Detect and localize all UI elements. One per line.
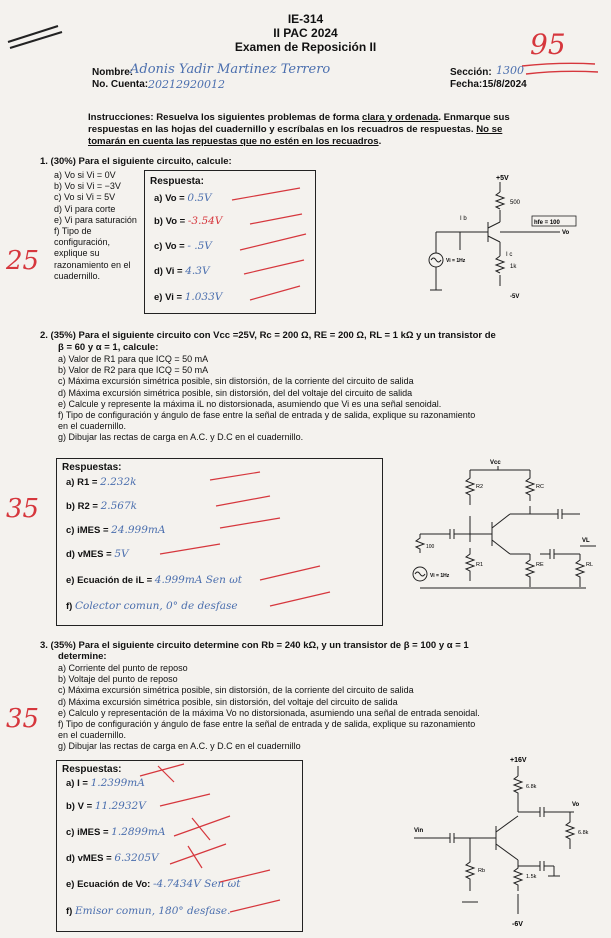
svg-text:RL: RL bbox=[586, 562, 594, 568]
q3-title-2: determine: bbox=[58, 651, 107, 662]
svg-text:1k: 1k bbox=[510, 264, 517, 270]
svg-text:Vo: Vo bbox=[572, 802, 580, 808]
name-value: Adonis Yadir Martinez Terrero bbox=[130, 62, 331, 77]
q1-answer-d: d) Vi = 4.3V bbox=[154, 265, 210, 277]
q3-items: a) Corriente del punto de reposo b) Voltaje del punto de reposo c) Máxima excursión simétrica posible, sin distorsión, de la corriente del circuito de salida d) Máxima excursión simétrica posible, sin distorsión, del voltaje del circuito de salida e) Calculo y representación de la máxima Vo no distorsionada, asumiendo una señal de entrada senoidal. f) Tipo de configuración y ángulo de fase entre la señal de entrada y de salida, explique su razonamiento en el cuadernillo. g) Dibujar las rectas de carga en A.C. y D.C en el cuadernillo bbox=[58, 663, 480, 752]
q3-answer-b: b) V = 11.2932V bbox=[66, 800, 146, 812]
q2-answer-f: f) Colector comun, 0° de desfase bbox=[66, 600, 238, 612]
exam-period: II PAC 2024 bbox=[273, 26, 338, 40]
svg-text:I c: I c bbox=[506, 252, 513, 258]
q1-answer-c: c) Vo = - .5V bbox=[154, 240, 212, 252]
q2-items: a) Valor de R1 para que ICQ = 50 mA b) Valor de R2 para que ICQ = 50 mA c) Máxima excursión simétrica posible, sin distorsión, de la corriente del circuito de salida d) Máxima excursión simétrica posible, sin distorsión, del del voltaje del circuito de salida e) Calcule y represente la máxima iL no distorsionada, asumiendo que Vi es una señal senoidal. f) Tipo de configuración y ángulo de fase entre la señal de entrada y de salida, explique su razonamiento en el cuadernillo. g) Dibujar las rectas de carga en A.C. y D.C en el cuadernillo. bbox=[58, 354, 476, 443]
svg-text:Vcc: Vcc bbox=[490, 460, 501, 466]
svg-text:-5V: -5V bbox=[510, 294, 520, 300]
q1-vcc: +5V bbox=[496, 175, 509, 182]
svg-text:hfe = 100: hfe = 100 bbox=[534, 220, 560, 226]
q2-answer-a: a) R1 = 2.232k bbox=[66, 476, 137, 488]
q3-answer-c: c) iMES = 1.2899mA bbox=[66, 826, 166, 838]
svg-text:500: 500 bbox=[510, 200, 521, 206]
account-value: 20212920012 bbox=[148, 78, 225, 91]
q2-title-2: β = 60 y α = 1, calcule: bbox=[58, 342, 159, 353]
q3-grade: 35 bbox=[6, 704, 40, 734]
instructions: Instrucciones: Resuelva los siguientes problemas de forma clara y ordenada. Enmarque sus respuestas en las hojas del cuadernillo y escríbalas en los recuadros de respuestas. No se tomarán en cuenta las repuestas que no estén en los recuadros. bbox=[88, 112, 510, 147]
q3-resp-label: Respuestas: bbox=[62, 764, 122, 775]
q3-answer-d: d) vMES = 6.3205V bbox=[66, 852, 159, 864]
q2-answer-b: b) R2 = 2.567k bbox=[66, 500, 137, 512]
q2-title: 2. (35%) Para el siguiente circuito con Vcc =25V, Rc = 200 Ω, RE = 200 Ω, RL = 1 kΩ y un transistor de bbox=[40, 330, 496, 341]
svg-text:RC: RC bbox=[536, 484, 544, 490]
q1-grade: 25 bbox=[6, 246, 40, 276]
q2-answer-c: c) iMES = 24.999mA bbox=[66, 524, 166, 536]
date-label: Fecha:15/8/2024 bbox=[450, 79, 527, 90]
svg-text:RE: RE bbox=[536, 562, 544, 568]
svg-text:Vin: Vin bbox=[414, 828, 424, 834]
q1-items: a) Vo si Vi = 0V b) Vo si Vi = −3V c) Vo si Vi = 5V d) Vi para corte e) Vi para saturación f) Tipo de configuración, explique su razonamiento en el cuadernillo. bbox=[54, 170, 137, 281]
svg-text:R2: R2 bbox=[476, 484, 484, 490]
svg-text:100: 100 bbox=[426, 544, 435, 550]
course-code: IE-314 bbox=[287, 12, 324, 26]
exam-title: Examen de Reposición II bbox=[234, 40, 377, 54]
svg-text:Rb: Rb bbox=[478, 868, 486, 874]
q1-check-marks bbox=[230, 190, 310, 310]
q1-resp-label: Respuesta: bbox=[150, 176, 204, 187]
q3-answer-e: e) Ecuación de Vo: -4.7434V Sen ωt bbox=[66, 878, 241, 890]
q3-title: 3. (35%) Para el siguiente circuito determine con Rb = 240 kΩ, y un transistor de β = 100 y α = 1 bbox=[40, 640, 469, 651]
q2-check-marks bbox=[200, 470, 370, 620]
name-label: Nombre: bbox=[92, 67, 134, 78]
q3-answer-a: a) I = 1.2399mA bbox=[66, 777, 145, 789]
q3-check-marks bbox=[140, 760, 300, 930]
q1-title: 1. (30%) Para el siguiente circuito, calcule: bbox=[40, 156, 232, 167]
svg-text:6.8k: 6.8k bbox=[526, 784, 537, 790]
svg-text:Vo: Vo bbox=[562, 230, 570, 236]
q2-answer-d: d) vMES = 5V bbox=[66, 548, 129, 560]
q1-answer-b: b) Vo = -3.54V bbox=[154, 215, 223, 227]
section-label: Sección: bbox=[450, 67, 492, 78]
svg-text:-6V: -6V bbox=[512, 921, 523, 928]
q1-answer-a: a) Vo = 0.5V bbox=[154, 192, 212, 204]
svg-text:VL: VL bbox=[582, 538, 590, 544]
q2-answer-e: e) Ecuación de iL = 4.999mA Sen ωt bbox=[66, 574, 243, 586]
svg-text:Vi = 1Hz: Vi = 1Hz bbox=[430, 573, 450, 579]
section-value: 1300 bbox=[496, 64, 524, 77]
account-label: No. Cuenta: bbox=[92, 79, 149, 90]
q2-circuit bbox=[410, 456, 600, 596]
q1-circuit bbox=[420, 170, 600, 310]
svg-text:I b: I b bbox=[460, 216, 467, 222]
q2-grade: 35 bbox=[6, 494, 40, 524]
svg-text:6.8k: 6.8k bbox=[578, 830, 589, 836]
total-grade: 95 bbox=[530, 28, 566, 61]
q3-circuit bbox=[400, 754, 600, 934]
svg-text:1.5k: 1.5k bbox=[526, 874, 537, 880]
q1-answer-e: e) Vi = 1.033V bbox=[154, 291, 223, 303]
q2-resp-label: Respuestas: bbox=[62, 462, 122, 473]
svg-text:+16V: +16V bbox=[510, 757, 527, 764]
q3-answer-f: f) Emisor comun, 180° desfase. bbox=[66, 905, 231, 917]
svg-text:Vi = 1Hz: Vi = 1Hz bbox=[446, 258, 466, 264]
svg-text:R1: R1 bbox=[476, 562, 484, 568]
